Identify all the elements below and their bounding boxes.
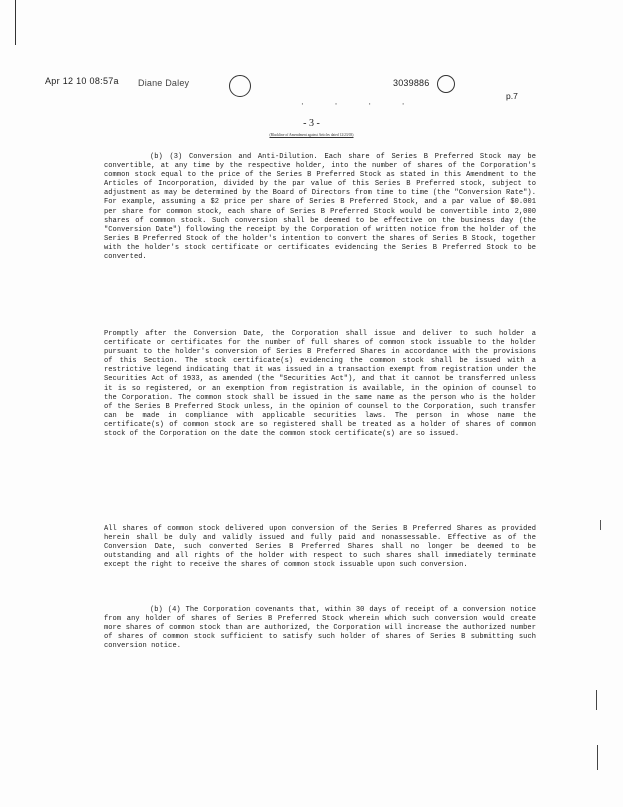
paragraph-conversion-anti-dilution: (b) (3) Conversion and Anti-Dilution. Each share of Series B Preferred Stock may be convertible, at any time by the respective holder, into the number of shares of the Corporation's common stock equal to the price of the Series B Preferred Stock as stated in this Amendment to the Articles of Incorporation, divided by the par value of this Series B Preferred stock, subject to adjustment as may be determined by the Board of Directors from time to time (the "Conversion Rate"). For example, assuming a $2 price per share of Series B Preferred Stock, and a par value of $0.001 per share for common stock, each share of Series B Preferred Stock would be convertible into 2,000 shares of common stock. Such conversion shall be deemed to be effective on the business day (the "Conversion Date") following the receipt by the Corporation of written notice from the holder of the Series B Preferred Stock of the holder's intention to convert the shares of Series B Stock, together with the holder's stock certificate or certificates evidencing the Series B Preferred Stock to be converted. (104, 153, 536, 262)
punch-hole-icon (437, 75, 455, 93)
punch-hole-icon (229, 75, 251, 97)
scan-edge-mark (15, 0, 16, 45)
scan-noise-dots: · · · · (300, 100, 418, 109)
fax-header (40, 68, 600, 104)
paragraph-shares-validity: All shares of common stock delivered upon conversion of the Series B Preferred Shares as provided herein shall be duly and validly issued and fully paid and nonassessable. Effective as of the Conversion Date, such converted Series B Preferred Shares shall no longer be deemed to be outstanding and all rights of the holder with respect to such shares shall immediately terminate except the right to receive the shares of common stock issuable upon such conversion. (104, 525, 536, 570)
paragraph-certificate-issuance: Promptly after the Conversion Date, the Corporation shall issue and deliver to such holder a certificate or certificates for the number of full shares of common stock issuable to the holder pursuant to the holder's conversion of Series B Preferred Shares in accordance with the provisions of this Section. The stock certificate(s) evidencing the common stock shall be issued with a restrictive legend indicating that it was issued in a transaction exempt from registration under the Securities Act of 1933, as amended (the "Securities Act"), and that it cannot be transferred unless it is so registered, or an exemption from registration is available, in the opinion of counsel to the Corporation. The common stock shall be issued in the same name as the person who is the holder of the Series B Preferred Stock unless, in the opinion of counsel to the Corporation, such transfer can be made in compliance with applicable securities laws. The person in whose name the certificate(s) of common stock are so registered shall be treated as a holder of shares of common stock of the Corporation on the date the common stock certificate(s) are so issued. (104, 330, 536, 439)
scan-edge-mark (596, 690, 597, 710)
fax-sender: Diane Daley (138, 78, 190, 88)
redline-note: (Blackline of Amendment against Articles dated 12/23/03) (269, 133, 354, 137)
fax-number: 3039886 (393, 78, 430, 88)
page-number: - 3 - (303, 118, 320, 129)
paragraph-authorized-shares-covenant: (b) (4) The Corporation covenants that, within 30 days of receipt of a conversion notice from any holder of shares of Series B Preferred Stock wherein which such conversion would create more shares of common stock than are authorized, the Corporation will increase the authorized number of shares of common stock sufficient to satisfy such holder of shares of Series B submitting such conversion notice. (104, 606, 536, 651)
fax-page-label: p.7 (506, 91, 518, 101)
scan-edge-mark (600, 520, 601, 530)
fax-date-time: Apr 12 10 08:57a (45, 76, 119, 86)
scan-edge-mark (597, 745, 598, 770)
